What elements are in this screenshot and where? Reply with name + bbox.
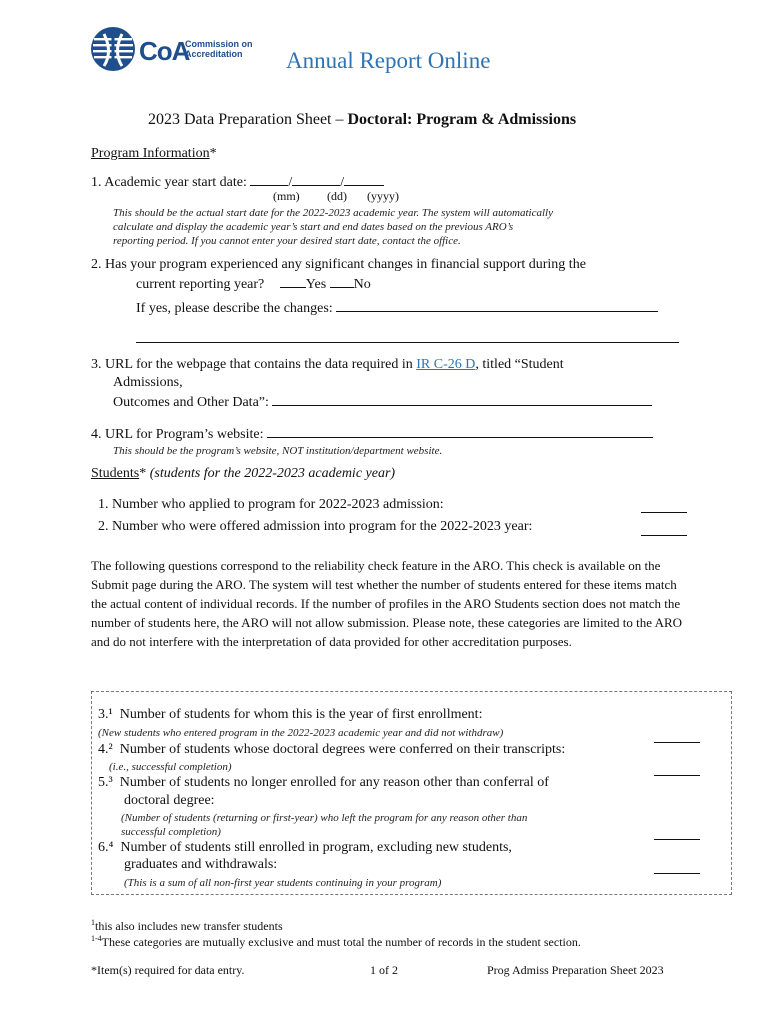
logo-commission-text — [185, 39, 253, 59]
q2-line-1: 2. Has your program experienced any significant changes in financial support during the — [91, 257, 586, 272]
still-enrolled-count-field[interactable] — [654, 861, 700, 874]
program-info-heading — [91, 146, 217, 162]
q2-question: current reporting year? — [136, 277, 265, 292]
q4-note: This should be the program’s website, NOT institution/department website. — [113, 445, 443, 457]
q31-line — [98, 707, 482, 723]
q3-line-2: Admissions, — [113, 375, 183, 390]
students-heading — [91, 466, 395, 482]
no-blank[interactable] — [330, 275, 354, 288]
q2-line-2 — [136, 275, 371, 293]
changes-field-line-2[interactable] — [136, 330, 679, 343]
q64-label-1: Number of students still enrolled in program, excluding new students, — [120, 840, 512, 855]
yes-blank[interactable] — [280, 275, 306, 288]
date-separator: / — [288, 175, 293, 190]
q2-describe-label: If yes, please describe the changes: — [136, 301, 333, 316]
q31-label: Number of students for whom this is the year of first enrollment: — [119, 707, 483, 722]
q1-note-line-3: reporting period. If you cannot enter your desired start date, contact the office. — [113, 235, 461, 247]
irc-26d-link[interactable]: IR C-26 D — [416, 357, 476, 372]
q31-note: (New students who entered program in the 2022-2023 academic year and did not withdraw) — [98, 727, 504, 739]
month-field[interactable] — [250, 173, 288, 186]
q53-label-1: Number of students no longer enrolled for any reason other than conferral of — [119, 775, 549, 790]
footnote-2-text: These categories are mutually exclusive and must total the number of records in the student section. — [101, 935, 581, 949]
footnote-1-text: this also includes new transfer students — [95, 919, 283, 933]
q53-line-1 — [98, 775, 549, 791]
q3-line-3-text: Outcomes and Other Data”: — [113, 395, 269, 410]
q3-suffix: , titled “Student — [475, 357, 564, 372]
footnote-1-marker: 1 — [91, 918, 95, 927]
q64-label-2: graduates and withdrawals: — [124, 857, 278, 872]
q3-line-1 — [91, 357, 564, 373]
withdrawn-count-field[interactable] — [654, 827, 700, 840]
q53-note-2: successful completion) — [121, 826, 221, 838]
q1-note-line-1: This should be the actual start date for the 2022-2023 academic year. The system will automatically — [113, 207, 553, 219]
sheet-title — [148, 111, 576, 129]
q42-note: (i.e., successful completion) — [109, 761, 232, 773]
footnote-1 — [91, 918, 283, 934]
logo-line-1: Commission on — [185, 39, 253, 49]
q31-number: 3.¹ — [98, 707, 113, 722]
mm-label: (mm) — [273, 189, 300, 203]
changes-field[interactable] — [336, 299, 658, 312]
footer-required-note: *Item(s) required for data entry. — [91, 963, 245, 977]
no-label: No — [353, 277, 371, 292]
q3-line-3 — [113, 393, 652, 411]
yyyy-label: (yyyy) — [367, 189, 399, 203]
degrees-conferred-count-field[interactable] — [654, 763, 700, 776]
students-heading-text: Students — [91, 466, 140, 481]
q2-describe — [136, 299, 658, 317]
program-info-heading-text: Program Information — [91, 146, 210, 161]
year-field[interactable] — [344, 173, 384, 186]
students-subheading: (students for the 2022-2023 academic year) — [146, 466, 396, 481]
q64-note: (This is a sum of all non-first year students continuing in your program) — [124, 877, 442, 889]
q53-note-1: (Number of students (returning or first-year) who left the program for any reason other than — [121, 812, 528, 824]
q42-number: 4.² — [98, 742, 113, 757]
program-website-url-field[interactable] — [267, 425, 653, 438]
footer-doc-name: Prog Admiss Preparation Sheet 2023 — [487, 963, 664, 977]
sheet-title-prefix: 2023 Data Preparation Sheet – — [148, 111, 348, 128]
footnote-2 — [91, 934, 581, 950]
logo-line-2: Accreditation — [185, 49, 243, 59]
coa-logo-mark — [90, 26, 136, 72]
q42-label: Number of students whose doctoral degrees were conferred on their transcripts: — [119, 742, 566, 757]
dd-label: (dd) — [327, 189, 347, 203]
sheet-title-bold: Doctoral: Program & Admissions — [347, 111, 577, 128]
day-field[interactable] — [292, 173, 340, 186]
required-asterisk: * — [209, 146, 217, 161]
q53-number: 5.³ — [98, 775, 113, 790]
reliability-check-paragraph: The following questions correspond to the reliability check feature in the ARO. This check is available on the Submit page during the ARO. The system will test whether the number of students entered for these items match the actual content of individual records. If the number of profiles in the ARO Students section does not match the number of students here, the ARO will not allow submission. Please note, these categories are limited to the ARO and do not interfere with the interpretation of data provided for other accreditation purposes. — [91, 558, 683, 649]
footnote-2-marker: 1-4 — [91, 934, 102, 943]
applied-count-field[interactable] — [641, 500, 687, 513]
offered-count-field[interactable] — [641, 523, 687, 536]
logo-abbreviation: CoA — [139, 36, 190, 66]
students-item-1: 1. Number who applied to program for 2022-2023 admission: — [98, 497, 444, 512]
students-item-2: 2. Number who were offered admission into program for the 2022-2023 year: — [98, 519, 533, 534]
q4-program-website — [91, 425, 653, 443]
app-title: Annual Report Online — [286, 48, 491, 73]
first-enrollment-count-field[interactable] — [654, 730, 700, 743]
q1-note-line-2: calculate and display the academic year’s start and end dates based on the previous ARO’s — [113, 221, 514, 233]
q64-number: 6.⁴ — [98, 840, 114, 855]
data-webpage-url-field[interactable] — [272, 393, 652, 406]
q53-label-2: doctoral degree: — [124, 793, 215, 808]
q4-label: 4. URL for Program’s website: — [91, 427, 264, 442]
required-asterisk: * — [139, 466, 147, 481]
q3-prefix: 3. URL for the webpage that contains the data required in — [91, 357, 417, 372]
q42-line — [98, 742, 565, 758]
q64-line-1 — [98, 840, 512, 856]
q1-label: 1. Academic year start date: — [91, 175, 247, 190]
date-separator: / — [340, 175, 345, 190]
yes-label: Yes — [305, 277, 327, 292]
page-number: 1 of 2 — [370, 963, 398, 977]
